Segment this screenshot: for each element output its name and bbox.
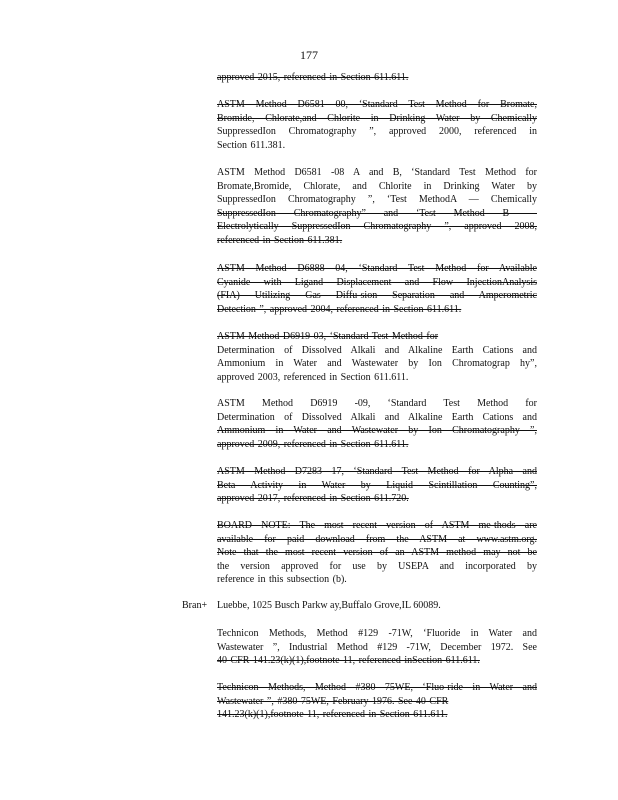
- text-line: approved 2009, referenced in Section 611.611.: [217, 438, 409, 450]
- entry-astm-d6888-04: [217, 262, 537, 316]
- text-line: Wastewater ”, #380 75WE, February 1976. See 40 CFR: [217, 695, 449, 707]
- entry-astm-d6581-00: [217, 98, 537, 152]
- text-line: Beta Activity in Water by Liquid Scintillation Counting”,: [217, 479, 537, 491]
- text-line: referenced in Section 611.381.: [217, 234, 343, 246]
- text-line: ASTM Method D6919 03, ‘Standard Test Method for: [217, 331, 439, 342]
- entry-technicon-380-75we: [217, 681, 537, 722]
- entry-technicon-129-71w: [217, 627, 537, 668]
- text-line: ASTM Method D6919 -09, ‘Standard Test Method for: [217, 398, 537, 409]
- text-line: Determination of Dissolved Alkali and Alkaline Earth Cations and: [217, 411, 537, 423]
- text-line: the version approved for use by USEPA and incorporated by: [217, 560, 537, 572]
- text-line: Wastewater ”, Industrial Method #129 -71W, December 1972. See: [217, 641, 537, 653]
- page-number: 177: [300, 48, 318, 62]
- board-note: [217, 519, 537, 587]
- text-line: approved 2015, referenced in Section 611.611.: [217, 72, 409, 83]
- text-line: Note that the most recent version of an ASTM method may not be: [217, 547, 537, 559]
- entry-astm-d6581-08: [217, 166, 537, 248]
- text-line: approved 2017, referenced in Section 611.720.: [217, 493, 409, 505]
- text-line: Bromate,Bromide, Chlorate, and Chlorite in Drinking Water by: [217, 180, 537, 192]
- text-line: ASTM Method D6581 00, ‘Standard Test Method for Bromate,: [217, 99, 537, 110]
- text-line: Technicon Methods, Method #129 -71W, ‘Fluoride in Water and: [217, 628, 537, 639]
- text-line: Determination of Dissolved Alkali and Alkaline Earth Cations and: [217, 344, 537, 356]
- entry-astm-d7283-17: [217, 465, 537, 506]
- entry-astm-d6919-09: [217, 397, 537, 451]
- text-line: ASTM Method D7283 17, ‘Standard Test Method for Alpha and: [217, 466, 537, 477]
- entry-astm-d6919-03: [217, 330, 537, 384]
- text-line: Detection ”, approved 2004, referenced in Section 611.611.: [217, 303, 462, 315]
- text-line: Cyanide with Ligand Displacement and Flow InjectionAnalysis: [217, 276, 537, 288]
- text-line: SuppressedIon Chromatography ”, ‘Test MethodA — Chemically: [217, 194, 537, 206]
- text-line: Technicon Methods, Method #380 75WE, ‘Fluo-ride in Water and: [217, 682, 537, 693]
- text-line: (FIA) Utilizing Gas Diffu-sion Separation and Amperometric: [217, 290, 537, 302]
- text-line: 40 CFR 141.23(k)(1),footnote 11, referenced inSection 611.611.: [217, 655, 480, 667]
- text-line: available for paid download from the ASTM at www.astm.org.: [217, 533, 537, 545]
- text-line: ASTM Method D6581 -08 A and B, ‘Standard Test Method for: [217, 167, 537, 178]
- text-line: Section 611.381.: [217, 139, 286, 151]
- text-line: Electrolytically SuppressedIon Chromatography ”, approved 2008,: [217, 221, 537, 233]
- text-line: 141.23(k)(1),footnote 11, referenced in Section 611.611.: [217, 709, 448, 721]
- text-line: reference in this subsection (b).: [217, 574, 347, 586]
- vendor-label: Bran+: [182, 600, 208, 611]
- vendor-address: Luebbe, 1025 Busch Parkw ay,Buffalo Grove,IL 60089.: [217, 600, 441, 611]
- text-line: approved 2003, referenced in Section 611.611.: [217, 371, 409, 383]
- text-line: BOARD NOTE: The most recent version of ASTM me-thods are: [217, 520, 537, 531]
- text-line: ASTM Method D6888 04, ‘Standard Test Method for Available: [217, 263, 537, 274]
- text-line: Ammonium in Water and Wastewater by Ion Chromatography ”,: [217, 425, 537, 437]
- text-line: Ammonium in Water and Wastewater by Ion Chromatograp hy”,: [217, 358, 537, 370]
- top-fragment: [217, 71, 537, 85]
- text-line: SuppressedIon Chromatography” and ‘Test Method B —: [217, 207, 537, 219]
- text-line: SuppressedIon Chromatography ”, approved 2000, referenced in: [217, 126, 537, 138]
- text-line: Bromide, Chlorate,and Chlorite in Drinking Water by Chemically: [217, 112, 537, 124]
